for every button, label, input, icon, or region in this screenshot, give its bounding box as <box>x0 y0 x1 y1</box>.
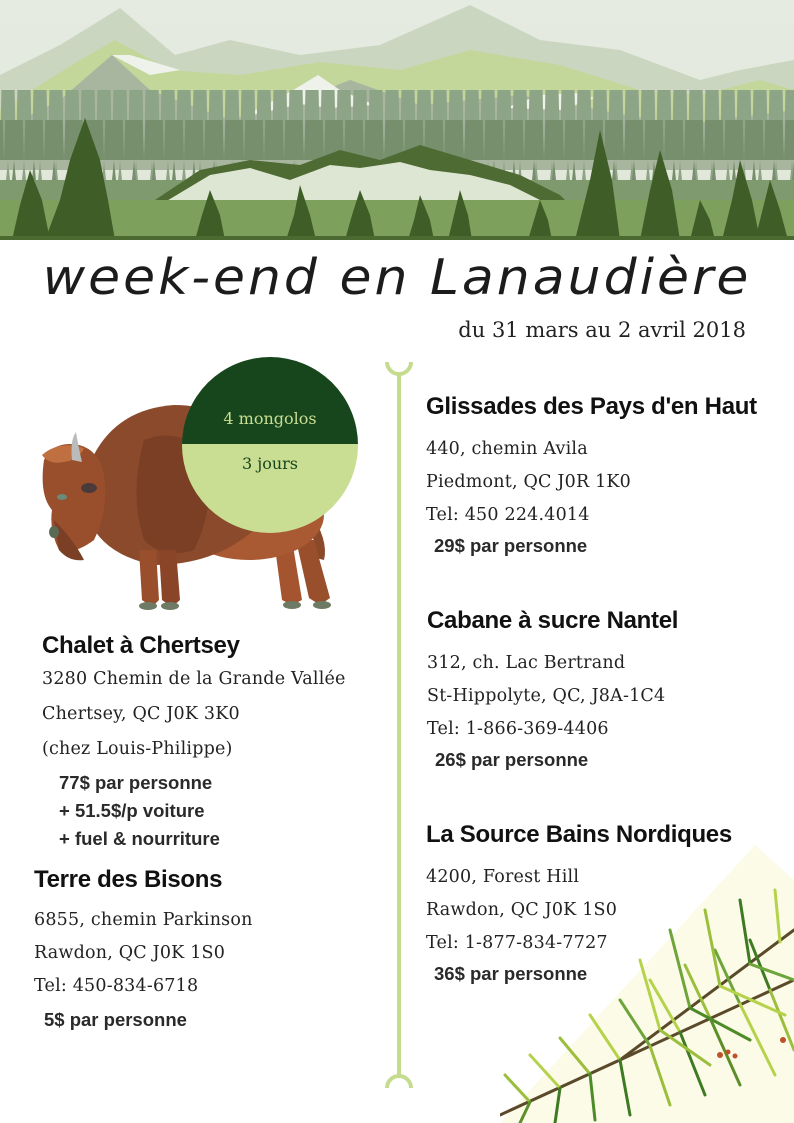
page-title: week-end en Lanaudière <box>42 249 752 307</box>
venue-name: Chalet à Chertsey <box>42 632 240 659</box>
venue-price: 29$ par personne <box>434 535 588 556</box>
venue-name: Terre des Bisons <box>34 866 223 893</box>
duration-label: 3 jours <box>182 444 358 533</box>
venue-address-line2: Rawdon, QC J0K 1S0 <box>34 943 226 963</box>
venue-price: 5$ par personne <box>44 1009 187 1030</box>
venue-address-line2: Rawdon, QC J0K 1S0 <box>426 900 618 920</box>
venue-price: 26$ par personne <box>435 749 589 770</box>
venue-address-line1: 440, chemin Avila <box>426 439 588 459</box>
venue-address-line2: Piedmont, QC J0R 1K0 <box>426 472 632 492</box>
venue-address-line2: St-Hippolyte, QC, J8A-1C4 <box>427 686 666 706</box>
group-size-label: 4 mongolos <box>182 357 358 444</box>
event-dates: du 31 mars au 2 avril 2018 <box>458 318 746 342</box>
venue-name: Cabane à sucre Nantel <box>427 607 679 634</box>
venue-address-line1: 6855, chemin Parkinson <box>34 910 253 930</box>
venue-note: (chez Louis-Philippe) <box>42 739 233 759</box>
venue-address-line1: 312, ch. Lac Bertrand <box>427 653 626 673</box>
venue-name: La Source Bains Nordiques <box>426 821 732 848</box>
venue-address-line1: 3280 Chemin de la Grande Vallée <box>42 669 346 689</box>
trip-summary-badge <box>182 357 358 533</box>
venue-phone: Tel: 450 224.4014 <box>426 505 590 525</box>
venue-bisons <box>34 866 253 1034</box>
mountain-forest-banner-icon <box>0 0 794 240</box>
venue-extra-fuel: + fuel & nourriture <box>59 828 220 849</box>
venue-price: 36$ par personne <box>434 963 588 984</box>
venue-extra-car: + 51.5$/p voiture <box>59 800 205 821</box>
venue-source <box>426 821 732 988</box>
venue-phone: Tel: 450-834-6718 <box>34 976 199 996</box>
venue-price: 77$ par personne <box>59 772 213 793</box>
venue-phone: Tel: 1-866-369-4406 <box>427 719 609 739</box>
venue-cabane <box>427 607 678 774</box>
venue-address-line1: 4200, Forest Hill <box>426 867 580 887</box>
column-divider <box>381 360 417 1090</box>
venue-chalet <box>42 632 346 853</box>
venue-name: Glissades des Pays d'en Haut <box>426 393 757 420</box>
venue-glissades <box>426 393 757 560</box>
venue-address-line2: Chertsey, QC J0K 3K0 <box>42 704 240 724</box>
venue-phone: Tel: 1-877-834-7727 <box>426 933 608 953</box>
